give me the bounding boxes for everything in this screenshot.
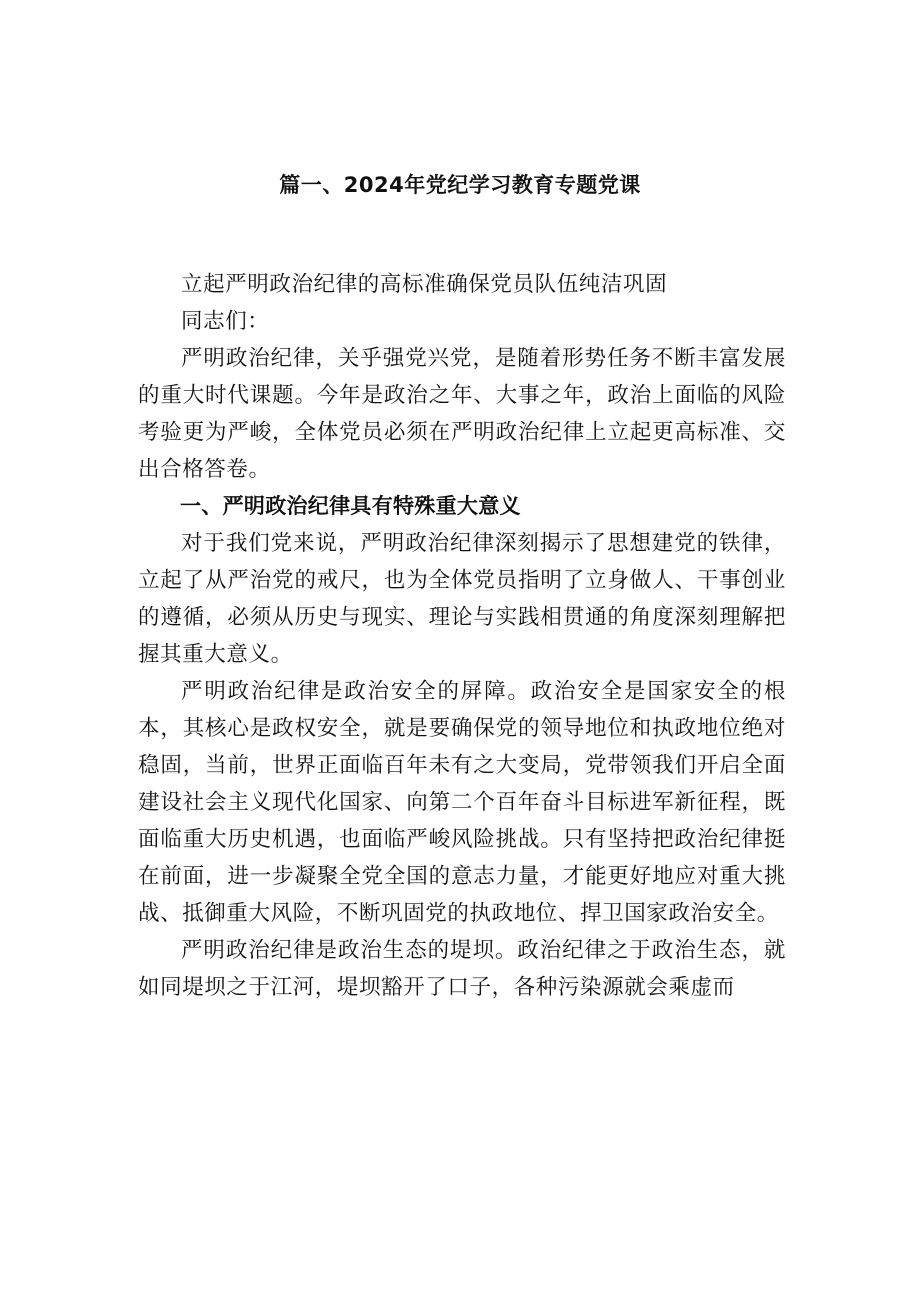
intro-paragraph: 严明政治纪律，关乎强党兴党，是随着形势任务不断丰富发展的重大时代课题。今年是政治之年、大事之年，政治上面临的风险考验更为严峻，全体党员必须在严明政治纪律上立起更高标准、交出合格答卷。 bbox=[138, 346, 786, 482]
section-heading: 一、严明政治纪律具有特殊重大意义 bbox=[180, 494, 521, 518]
body-paragraph: 严明政治纪律是政治安全的屏障。政治安全是国家安全的根本，其核心是政权安全，就是要确保党的领导地位和执政地位绝对稳固，当前，世界正面临百年未有之大变局，党带领我们开启全面建设社会主义现代化国家、向第二个百年奋斗目标进军新征程，既面临重大历史机遇，也面临严峻风险挑战。只有坚持把政治纪律挺在前面，进一步凝聚全党全国的意志力量，才能更好地应对重大挑战、抵御重大风险，不断巩固党的执政地位、捍卫国家政治安全。 bbox=[138, 679, 786, 926]
document-subtitle: 立起严明政治纪律的高标准确保党员队伍纯洁巩固 bbox=[181, 272, 668, 297]
document-body bbox=[138, 266, 786, 1006]
body-paragraph: 严明政治纪律是政治生态的堤坝。政治纪律之于政治生态，就如同堤坝之于江河，堤坝豁开了口子，各种污染源就会乘虚而 bbox=[138, 938, 786, 1000]
document-title: 篇一、2024年党纪学习教育专题党课 bbox=[279, 173, 641, 197]
greeting: 同志们： bbox=[181, 309, 270, 334]
body-paragraph: 对于我们党来说，严明政治纪律深刻揭示了思想建党的铁律，立起了从严治党的戒尺，也为全体党员指明了立身做人、干事创业的遵循，必须从历史与现实、理论与实践相贯通的角度深刻理解把握其重大意义。 bbox=[138, 531, 786, 667]
